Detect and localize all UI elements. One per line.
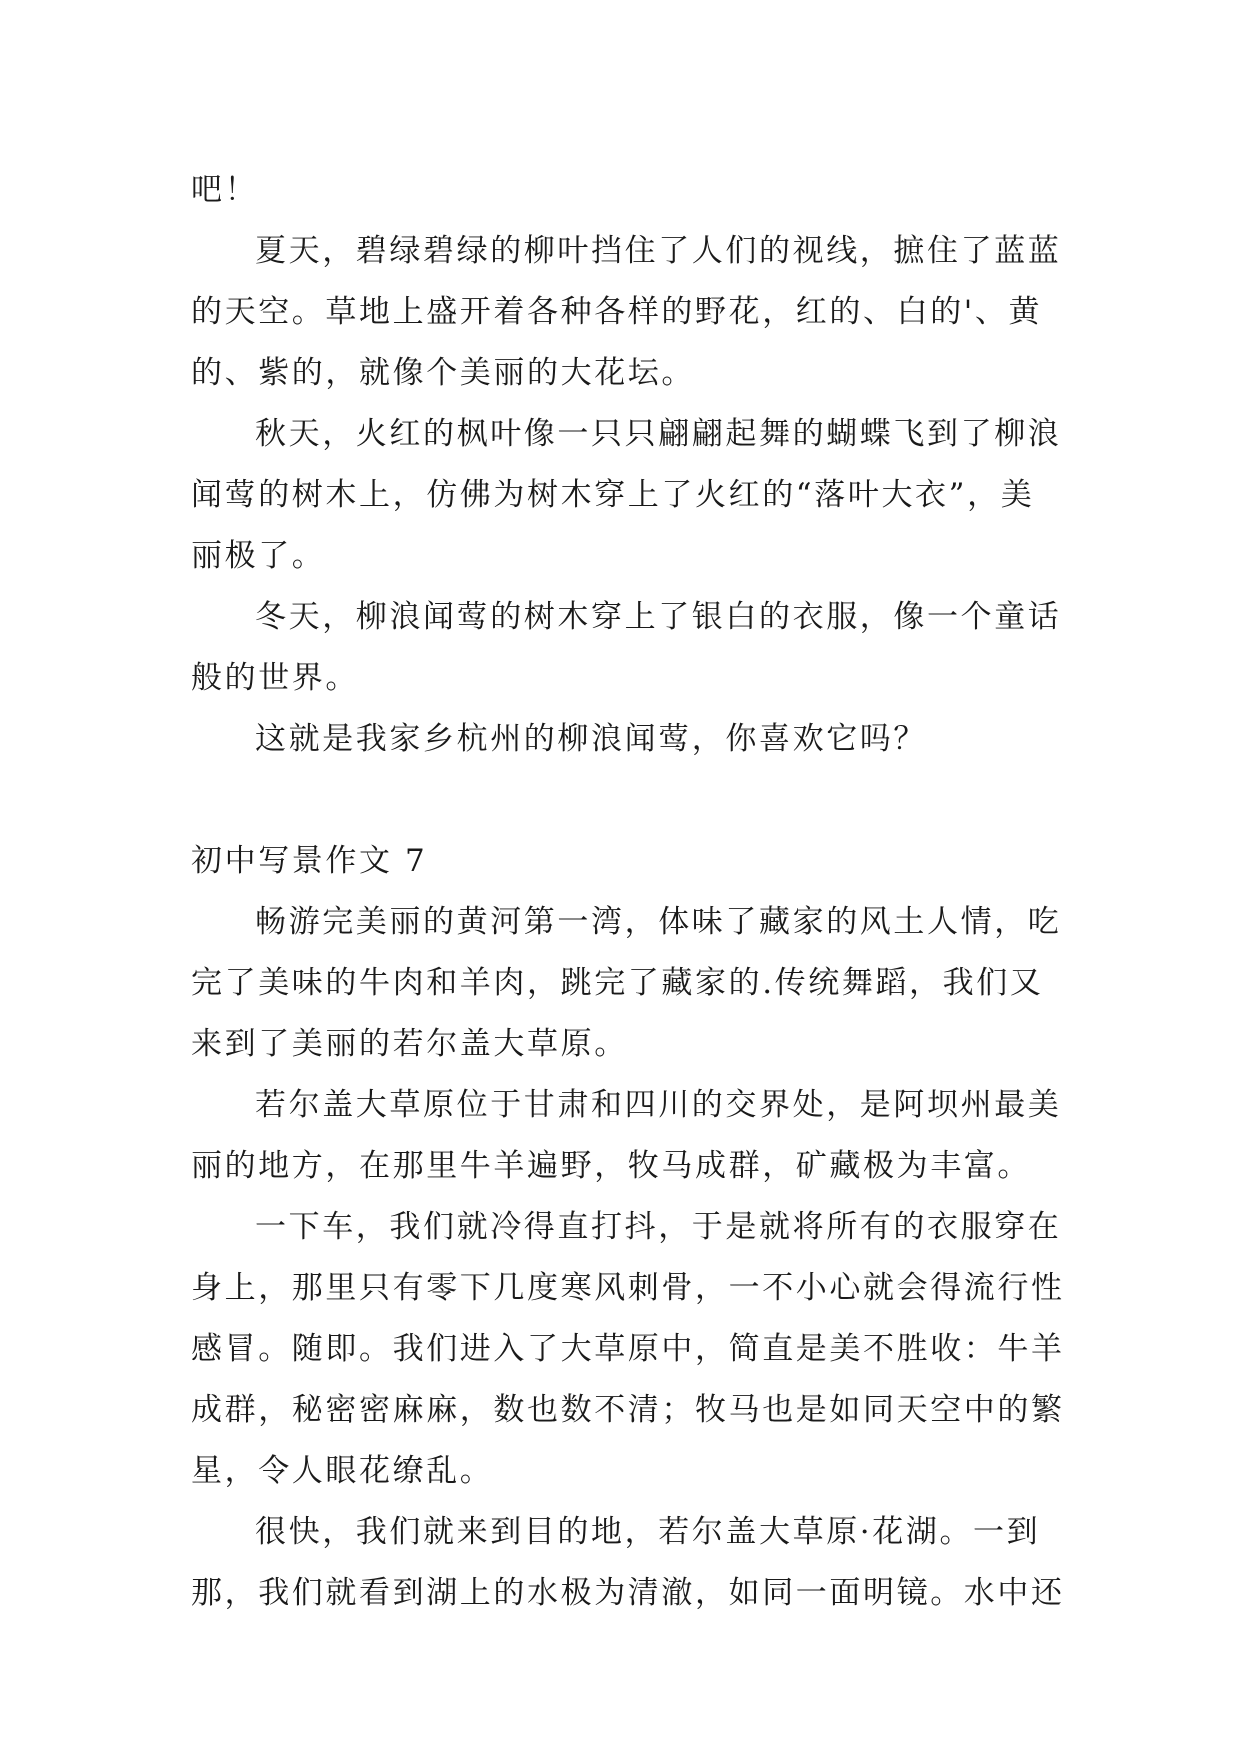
text-line: 感冒。随即。我们进入了大草原中，简直是美不胜收：牛羊 [191, 1331, 1065, 1367]
paragraph [191, 1197, 1065, 1502]
text-line: 这就是我家乡杭州的柳浪闻莺，你喜欢它吗？ [255, 721, 927, 757]
section-spacer [191, 770, 1057, 831]
text-line: 若尔盖大草原位于甘肃和四川的交界处，是阿坝州最美 [255, 1087, 1062, 1123]
paragraph [191, 160, 1057, 221]
text-line: 的、紫的，就像个美丽的大花坛。 [191, 355, 695, 391]
text-line: 身上，那里只有零下几度寒风刺骨，一不小心就会得流行性 [191, 1270, 1065, 1306]
text-line: 般的世界。 [191, 660, 359, 696]
paragraph [191, 404, 1062, 587]
text-line: 那，我们就看到湖上的水极为清澈，如同一面明镜。水中还 [191, 1575, 1065, 1611]
text-line: 畅游完美丽的黄河第一湾，体味了藏家的风土人情，吃 [255, 904, 1062, 940]
text-line: 夏天，碧绿碧绿的柳叶挡住了人们的视线，摭住了蓝蓝 [255, 233, 1062, 269]
text-line: 丽的地方，在那里牛羊遍野，牧马成群，矿藏极为丰富。 [191, 1148, 1031, 1184]
text-line: 冬天，柳浪闻莺的树木穿上了银白的衣服，像一个童话 [255, 599, 1062, 635]
text-line: 丽极了。 [191, 538, 326, 574]
text-line: 成群，秘密密麻麻，数也数不清；牧马也是如同天空中的繁 [191, 1392, 1065, 1428]
paragraph [191, 892, 1062, 1075]
text-line: 一下车，我们就冷得直打抖，于是就将所有的衣服穿在 [255, 1209, 1062, 1245]
text-line: 完了美味的牛肉和羊肉，跳完了藏家的.传统舞蹈，我们又 [191, 965, 1044, 1001]
paragraph [191, 587, 1062, 709]
text-line: 星，令人眼花缭乱。 [191, 1453, 494, 1489]
document-page [191, 160, 1065, 1624]
paragraph [191, 709, 1057, 770]
text-line: 秋天，火红的枫叶像一只只翩翩起舞的蝴蝶飞到了柳浪 [255, 416, 1062, 452]
text-line: 的天空。草地上盛开着各种各样的野花，红的、白的'、黄 [191, 294, 1043, 330]
text-line: 吧！ [191, 172, 259, 208]
section-title: 初中写景作文 7 [191, 843, 428, 879]
text-line: 很快，我们就来到目的地，若尔盖大草原·花湖。一到 [255, 1514, 1041, 1550]
paragraph [191, 1075, 1062, 1197]
text-line: 来到了美丽的若尔盖大草原。 [191, 1026, 628, 1062]
text-line: 闻莺的树木上，仿佛为树木穿上了火红的“落叶大衣”，美 [191, 477, 1035, 513]
paragraph [191, 1502, 1065, 1624]
paragraph [191, 221, 1062, 404]
